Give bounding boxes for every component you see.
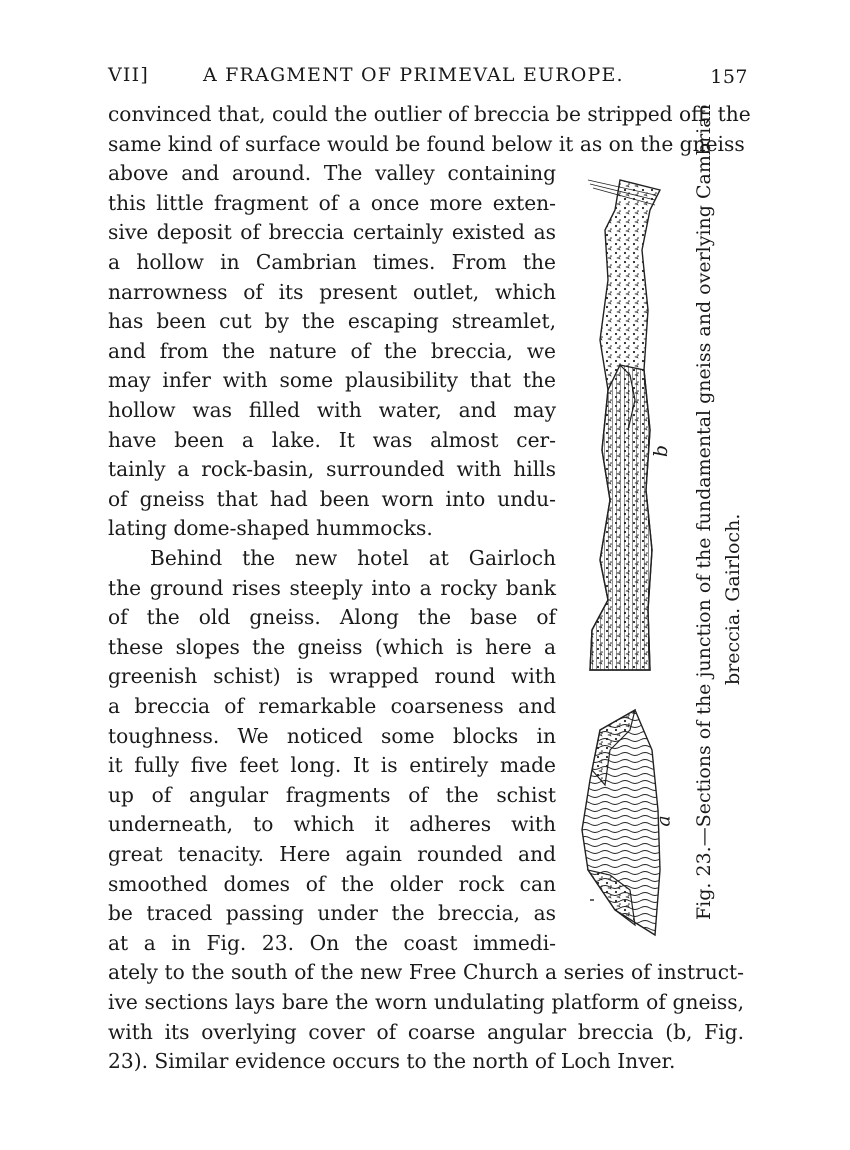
text-line: same kind of surface would be found below it as on the gneiss [108,132,745,156]
running-title: A FRAGMENT OF PRIMEVAL EUROPE. [203,64,624,86]
text-line: have been a lake. It was almost cer- [108,428,556,452]
text-line: toughness. We noticed some blocks in [108,724,556,748]
section-b [588,180,660,670]
text-line: at a in Fig. 23. On the coast immedi- [108,931,556,955]
text-line: lating dome-shaped hummocks. [108,516,433,540]
text-line: be traced passing under the breccia, as [108,901,556,925]
page-number: 157 [710,66,748,88]
caption-line-1: Fig. 23.—Sections of the junction of the fundamental gneiss and overlying Cambrian [693,104,715,920]
text-line: 23). Similar evidence occurs to the north of Loch Inver. [108,1049,676,1073]
text-line: may infer with some plausibility that the [108,368,556,392]
text-line: ately to the south of the new Free Church a series of instruct- [108,960,744,984]
figure-caption [690,104,748,920]
chapter-number: VII] [108,64,149,86]
text-line: it fully five feet long. It is entirely made [108,753,556,777]
text-line: hollow was filled with water, and may [108,398,556,422]
text-line: of gneiss that had been worn into undu- [108,487,556,511]
section-a [582,710,660,935]
figure-label-a: a [652,815,675,827]
text-line: narrowness of its present outlet, which [108,280,556,304]
text-line: underneath, to which it adheres with [108,812,556,836]
text-line: greenish schist) is wrapped round with [108,664,556,688]
text-line: great tenacity. Here again rounded and [108,842,556,866]
text-line: sive deposit of breccia certainly existed as [108,220,556,244]
text-line: has been cut by the escaping streamlet, [108,309,556,333]
text-line: tainly a rock-basin, surrounded with hills [108,457,556,481]
text-line: this little fragment of a once more exten- [108,191,556,215]
text-line: smoothed domes of the older rock can [108,872,556,896]
text-line: convinced that, could the outlier of breccia be stripped off, the [108,102,751,126]
text-line: up of angular fragments of the schist [108,783,556,807]
caption-line-2: breccia. Gairloch. [722,513,744,685]
text-line: a breccia of remarkable coarseness and [108,694,556,718]
text-line: above and around. The valley containing [108,161,556,185]
figure-label-b: b [650,444,673,458]
text-line: ive sections lays bare the worn undulating platform of gneiss, [108,990,744,1014]
text-line: the ground rises steeply into a rocky bank [108,576,556,600]
text-line: a hollow in Cambrian times. From the [108,250,556,274]
text-line: Behind the new hotel at Gairloch [150,546,556,570]
text-line: and from the nature of the breccia, we [108,339,556,363]
text-line: with its overlying cover of coarse angular breccia (b, Fig. [108,1020,744,1044]
text-line: these slopes the gneiss (which is here a [108,635,556,659]
running-head [108,64,748,92]
text-line: of the old gneiss. Along the base of [108,605,556,629]
